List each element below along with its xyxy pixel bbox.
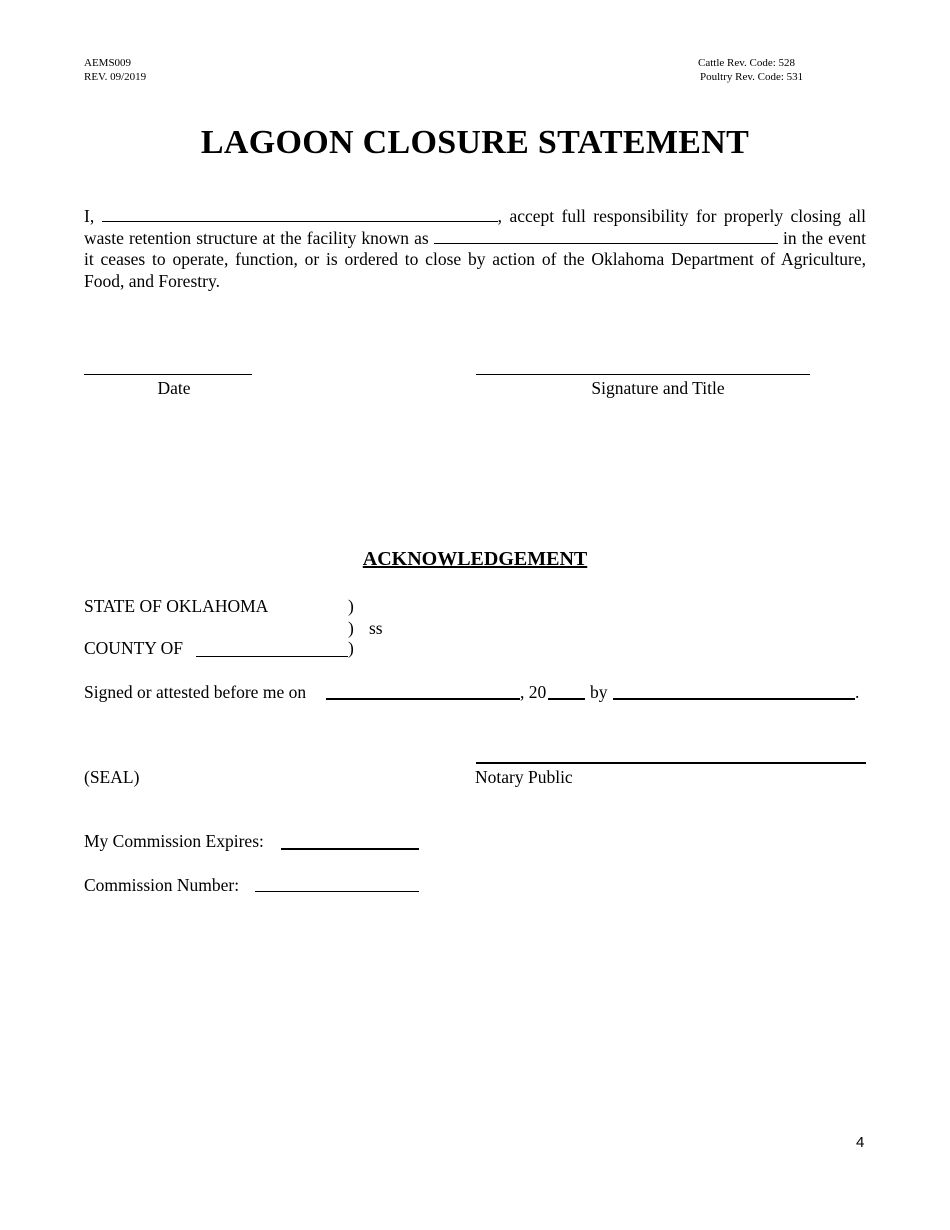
county-label: COUNTY OF <box>84 638 184 658</box>
paren-3: ) <box>348 638 354 658</box>
notary-signature-line[interactable] <box>476 762 866 764</box>
poultry-rev-code: Poultry Rev. Code: 531 <box>700 71 804 83</box>
commission-expires-field[interactable] <box>281 848 419 850</box>
closure-statement <box>84 206 866 292</box>
form-number: AEMS009 <box>84 57 132 69</box>
county-field[interactable] <box>196 656 348 657</box>
signer-name-field[interactable] <box>613 698 855 700</box>
commission-number-label: Commission Number: <box>84 875 240 895</box>
seal-label: (SEAL) <box>84 767 140 787</box>
by-label: by <box>590 682 608 702</box>
commission-number-field[interactable] <box>255 891 419 892</box>
page-number: 4 <box>856 1134 865 1151</box>
page-title: LAGOON CLOSURE STATEMENT <box>200 124 750 161</box>
ss-label: ss <box>369 618 383 638</box>
signature-label: Signature and Title <box>591 378 725 398</box>
acknowledgement-heading: ACKNOWLEDGEMENT <box>362 548 588 570</box>
state-label: STATE OF OKLAHOMA <box>84 596 269 616</box>
date-label: Date <box>157 378 191 398</box>
period: . <box>855 682 860 702</box>
signature-line[interactable] <box>476 374 810 375</box>
notary-public-label: Notary Public <box>475 767 573 787</box>
cattle-rev-code: Cattle Rev. Code: 528 <box>698 57 796 69</box>
statement-after-facility: in the event it ceases to operate, function, or is ordered to close by action of the Oklahoma Department of Agriculture, Food, and Forestry. <box>84 227 867 291</box>
statement-prefix: I, <box>84 206 95 226</box>
statement-after-name: , accept full responsibility for properly closing all waste retention structure at the facility known as <box>84 206 867 248</box>
year-field[interactable] <box>548 698 585 700</box>
paren-2: ) <box>348 618 354 638</box>
signed-date-field[interactable] <box>326 698 520 700</box>
commission-expires-label: My Commission Expires: <box>84 831 264 851</box>
facility-name-field[interactable] <box>434 228 778 244</box>
paren-1: ) <box>348 596 354 616</box>
date-line[interactable] <box>84 374 252 375</box>
signed-attested-label: Signed or attested before me on <box>84 682 307 702</box>
year-prefix: , 20 <box>520 682 547 702</box>
revision-date: REV. 09/2019 <box>84 71 147 83</box>
name-field[interactable] <box>102 206 498 222</box>
